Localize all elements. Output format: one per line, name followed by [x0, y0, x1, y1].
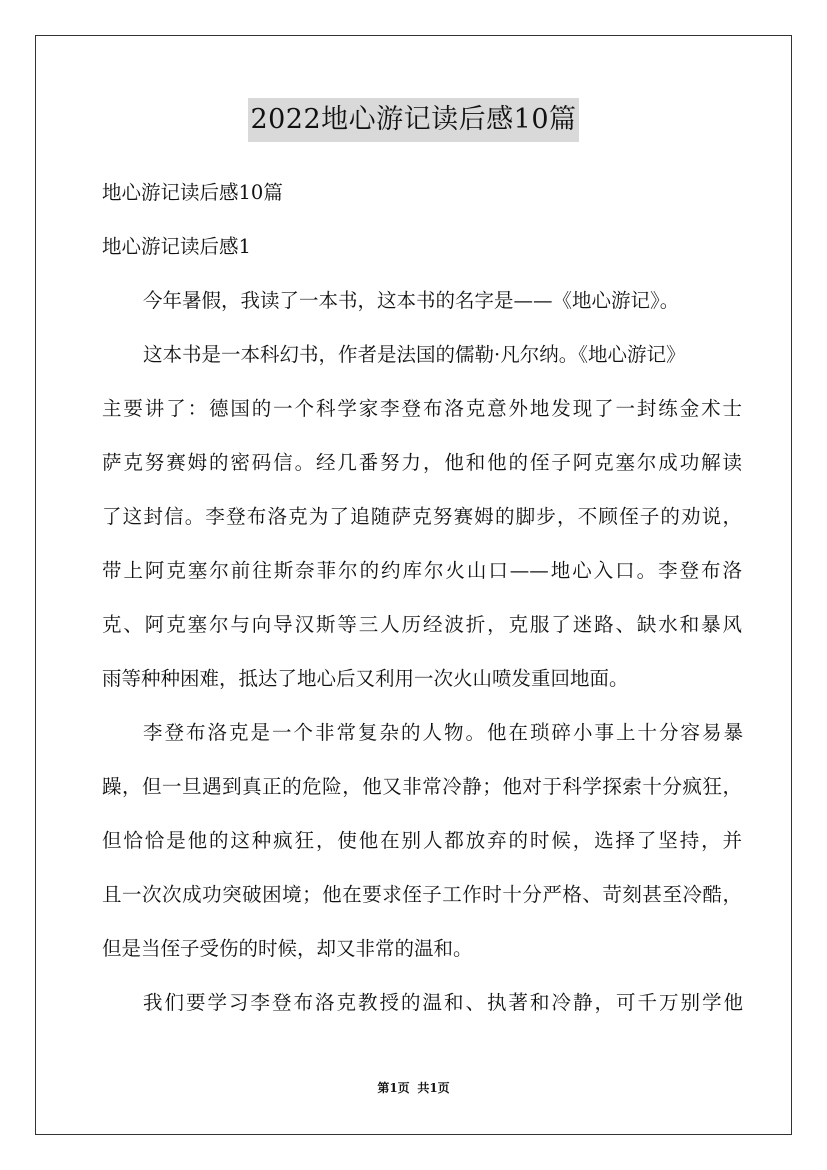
paragraph-line: 今年暑假，我读了一本书，这本书的名字是——《地心游记》。 [143, 289, 680, 312]
paragraph-line: 雨等种种困难，抵达了地心后又利用一次火山喷发重回地面。 [102, 667, 629, 690]
section-heading: 地心游记读后感1 [102, 235, 251, 258]
paragraph-line: 李登布洛克是一个非常复杂的人物。他在琐碎小事上十分容易暴 [143, 721, 743, 744]
paragraph-line: 萨克努赛姆的密码信。经几番努力，他和他的侄子阿克塞尔成功解读 [102, 451, 742, 474]
document-subtitle: 地心游记读后感10篇 [102, 181, 283, 204]
paragraph-line: 了这封信。李登布洛克为了追随萨克努赛姆的脚步，不顾侄子的劝说， [102, 505, 742, 528]
page-total: 共1页 [417, 1081, 450, 1095]
paragraph-line: 主要讲了：德国的一个科学家李登布洛克意外地发现了一封练金术士 [102, 397, 742, 420]
paragraph-line: 这本书是一本科幻书，作者是法国的儒勒·凡尔纳。《地心游记》 [143, 343, 686, 366]
page-number: 第1页 [377, 1081, 410, 1095]
title-container [0, 98, 827, 142]
document-title: 2022地心游记读后感10篇 [248, 98, 578, 142]
paragraph-line: 我们要学习李登布洛克教授的温和、执著和冷静，可千万别学他 [143, 991, 743, 1014]
paragraph-line: 但恰恰是他的这种疯狂，使他在别人都放弃的时候，选择了坚持，并 [102, 829, 742, 852]
paragraph-line: 带上阿克塞尔前往斯奈菲尔的约库尔火山口——地心入口。李登布洛 [102, 559, 742, 582]
page-footer [0, 1080, 827, 1096]
paragraph-line: 但是当侄子受伤的时候，却又非常的温和。 [102, 937, 473, 960]
paragraph-line: 躁，但一旦遇到真正的危险，他又非常冷静；他对于科学探索十分疯狂， [102, 775, 742, 798]
paragraph-line: 克、阿克塞尔与向导汉斯等三人历经波折，克服了迷路、缺水和暴风 [102, 613, 742, 636]
paragraph-line: 且一次次成功突破困境；他在要求侄子工作时十分严格、苛刻甚至冷酷， [102, 883, 742, 906]
